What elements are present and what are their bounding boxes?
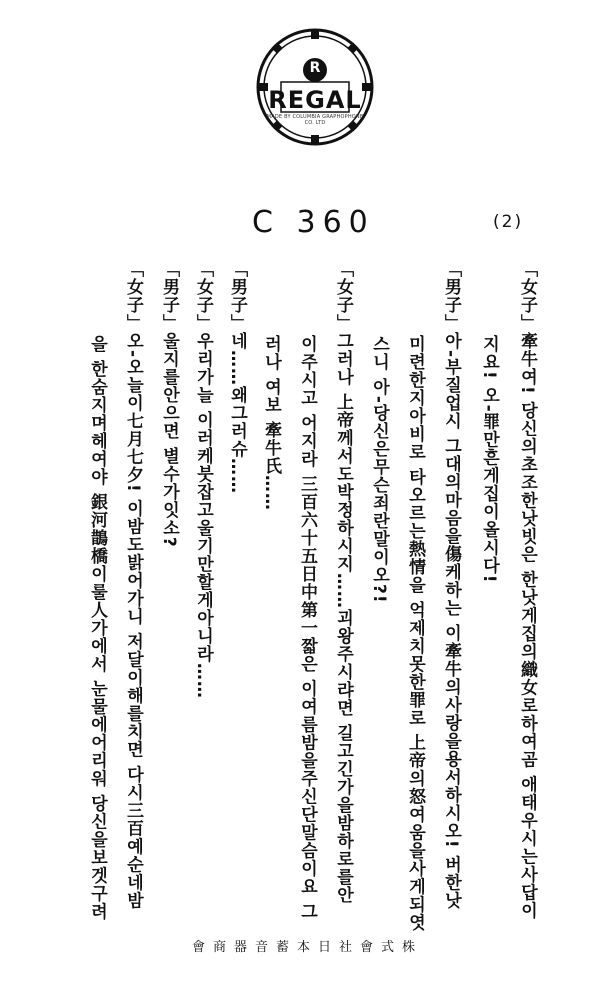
lyric-text: 미련한지아비로 타오르는熱情을 억제치못한罪로 上帝의怒여움을사게되엿: [405, 335, 425, 932]
lyric-column: [438, 260, 464, 910]
lyric-text: 네……왜그러슈……: [227, 332, 247, 494]
lyric-text: 스니 아-당신은무슨죄란말이오?!: [369, 335, 389, 604]
catalog-number: C 360: [252, 205, 375, 240]
lyric-column: [366, 335, 392, 604]
lyric-text: 牽牛여! 당신의초조한낫빗은 한낫게집의織女로하여곰 애태우시는사답이: [517, 332, 537, 920]
speaker-label: 「女子」: [517, 260, 537, 332]
lyric-column: [258, 335, 284, 511]
lyric-column: [476, 335, 502, 583]
lyric-column: [330, 260, 356, 904]
lyric-column: [156, 260, 182, 548]
lyric-text: 을 한숨지며헤여야 銀河鵲橋이룰人가에서 눈물에어리워 당신을보겟구려: [87, 335, 107, 921]
lyric-column: [224, 260, 250, 494]
lyric-column: [120, 260, 146, 910]
lyric-text: 러나 여보 牽牛氏……: [261, 335, 281, 511]
lyric-text: 이주시고 어지라 三百六十五日中第一짧은 이여름밤을주신단말슴이요 그: [297, 335, 317, 921]
lyric-text: 그러나 上帝께서도박정하시지……괴왕주시랴면 길고긴가을밤하로를안: [333, 332, 353, 904]
regal-logo: [255, 20, 375, 155]
lyric-text: 우리가늘 이러케붓잡고울기만할게아니라……: [193, 332, 213, 699]
logo-subtext: MADE BY COLUMBIA GRAPHOPHONE CO. LTD: [266, 114, 364, 126]
speaker-label: 「男子」: [227, 260, 247, 332]
logo-brand: REGAL: [268, 86, 362, 114]
speaker-label: 「女子」: [123, 260, 143, 332]
speaker-label: 「男子」: [441, 260, 461, 332]
lyric-text: 아-부질업시 그대의마음을傷케하는 이牽牛의사랑을용서하시오! 버한낫: [441, 332, 461, 910]
speaker-label: 「女子」: [333, 260, 353, 332]
lyric-column: [294, 335, 320, 921]
publisher-footer: 會商器音蓄本日社會式株: [191, 940, 423, 955]
speaker-label: 「女子」: [193, 260, 213, 332]
lyric-column: [84, 335, 110, 921]
logo-glyph: R: [309, 60, 321, 76]
lyric-text: 오-오늘이七月七夕! 이밤도밝어가니 저달이해를치면 다시三百예순네밤: [123, 332, 143, 910]
lyric-text: 지요! 오-罪만흔게집이올시다!: [479, 335, 499, 584]
lyric-column: [402, 335, 428, 932]
lyric-text: 울지를안으면 별수가잇소?: [159, 332, 179, 548]
page-number: (2): [493, 212, 524, 232]
speaker-label: 「男子」: [159, 260, 179, 332]
lyric-column: [514, 260, 540, 920]
lyric-column: [190, 260, 216, 699]
